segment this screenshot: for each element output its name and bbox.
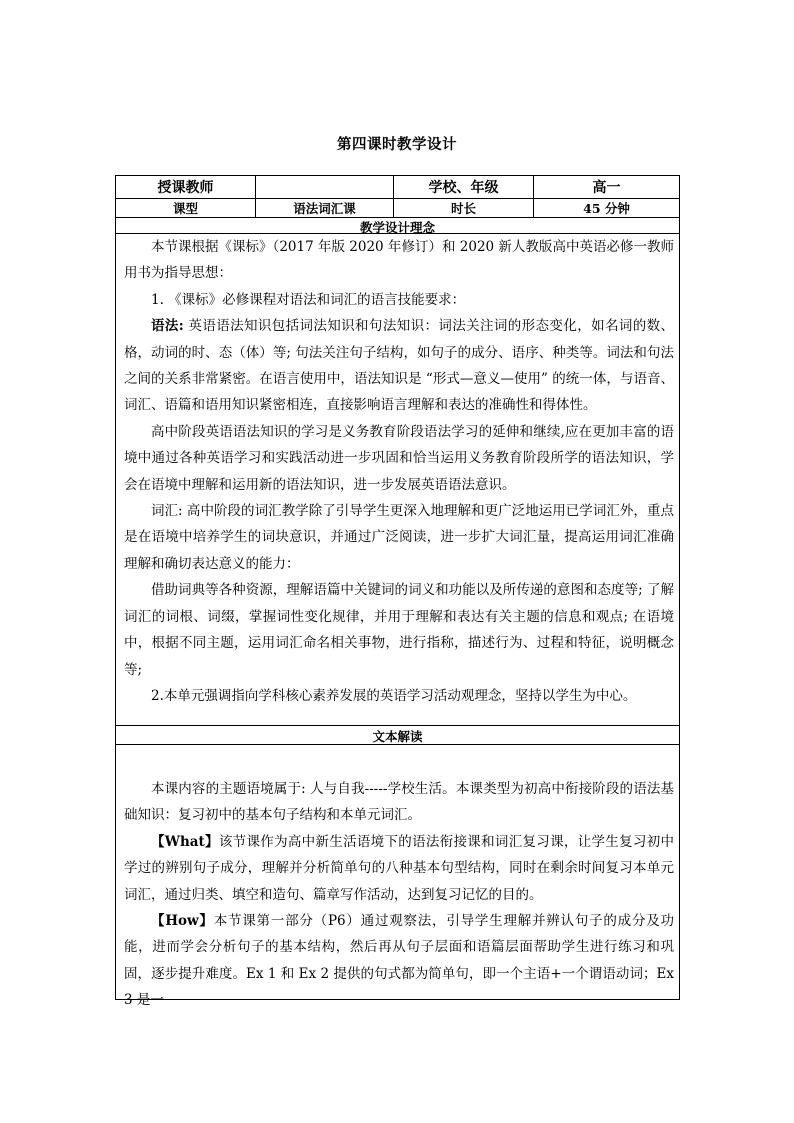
paragraph: 借助词典等各种资源，理解语篇中关键词的词义和功能以及所传递的意图和态度等; 了解词汇的词根、词缀，掌握词性变化规律，并用于理解和表达有关主题的信息和观点; 在语境中，根据不同主题，运用词汇命名相关事物，进行指称，描述行为、过程和特征，说明概念等; [124, 582, 674, 678]
page-title: 第四课时教学设计 [337, 136, 457, 153]
paragraph: 词汇: 高中阶段的词汇教学除了引导学生更深入地理解和更广泛地运用已学词汇外，重点是在语境中培养学生的词块意识，并通过广泛阅读，进一步扩大词汇量，提高运用词汇准确理解和确切表达意义的能力： [124, 503, 674, 572]
duration-label: 时长 [450, 201, 476, 216]
section-heading-text-analysis: 文本解读 [372, 729, 423, 744]
paragraph-text: 该节课作为高中新生活语境下的语法衔接课和词汇复习课，让学生复习初中学过的辨别句子成分，理解并分析简单句的八种基本句型结构，同时在剩余时间复习本单元词汇，通过归类、填空和造句、篇章写作活动，达到复习记忆的目的。 [124, 833, 675, 903]
text-analysis-body [124, 776, 674, 1014]
how-label: 【How】 [151, 913, 214, 930]
paragraph: 1. 《课标》必修课程对语法和词汇的语言技能要求： [151, 291, 466, 308]
divider [115, 725, 680, 726]
duration-value: 45 分钟 [583, 201, 630, 216]
lesson-type-label: 课型 [172, 201, 198, 216]
what-label: 【What】 [151, 833, 219, 850]
paragraph: 高中阶段英语语法知识的学习是义务教育阶段语法学习的延伸和继续,应在更加丰富的语境中通过各种英语学习和实践活动进一步巩固和恰当运用义务教育阶段所学的语法知识，学会在语境中理解和运用新的语法知识，进一步发展英语语法意识。 [124, 423, 674, 493]
teacher-label: 授课教师 [157, 180, 214, 196]
paragraph-text: 本节课第一部分（P6）通过观察法，引导学生理解并辨认句子的成分及功能，进而学会分析句子的基本结构，然后再从句子层面和语篇层面帮助学生进行练习和巩固，逐步提升难度。Ex 1 和 Ex 2 提供的句式都为简单句，即一个主语+一个谓语动词；Ex 3 是一 [124, 913, 674, 1009]
lesson-type-value: 语法词汇课 [293, 201, 356, 216]
section-heading-design-concept: 教学设计理念 [359, 220, 435, 235]
paragraph [124, 829, 674, 908]
grade-value: 高一 [592, 180, 621, 196]
grammar-label: 语法: [151, 318, 184, 335]
paragraph: 2.本单元强调指向学科核心素养发展的英语学习活动观理念，坚持以学生为中心。 [151, 687, 637, 704]
paragraph [124, 908, 674, 1014]
paragraph: 本课内容的主题语境属于: 人与自我-----学校生活。本课类型为初高中衔接阶段的语法基础知识：复习初中的基本句子结构和本单元词汇。 [124, 781, 674, 824]
school-grade-label: 学校、年级 [428, 180, 499, 196]
design-concept-body [124, 234, 674, 709]
paragraph [124, 313, 674, 419]
paragraph-text: 英语语法知识包括词法知识和句法知识：词法关注词的形态变化，如名词的数、格，动词的时、态（体）等; 句法关注句子结构，如句子的成分、语序、种类等。词法和句法之间的关系非常紧密。在语言使用中，语法知识是 “形式—意义—使用” 的统一体，与语音、词汇、语篇和语用知识紧密相连，直接影响语言理解和表达的准确性和得体性。 [124, 318, 675, 414]
teacher-value [256, 176, 393, 198]
paragraph: 本节课根据《课标》（2017 年版 2020 年修订）和 2020 新人教版高中英语必修一教师用书为指导思想： [124, 239, 674, 282]
